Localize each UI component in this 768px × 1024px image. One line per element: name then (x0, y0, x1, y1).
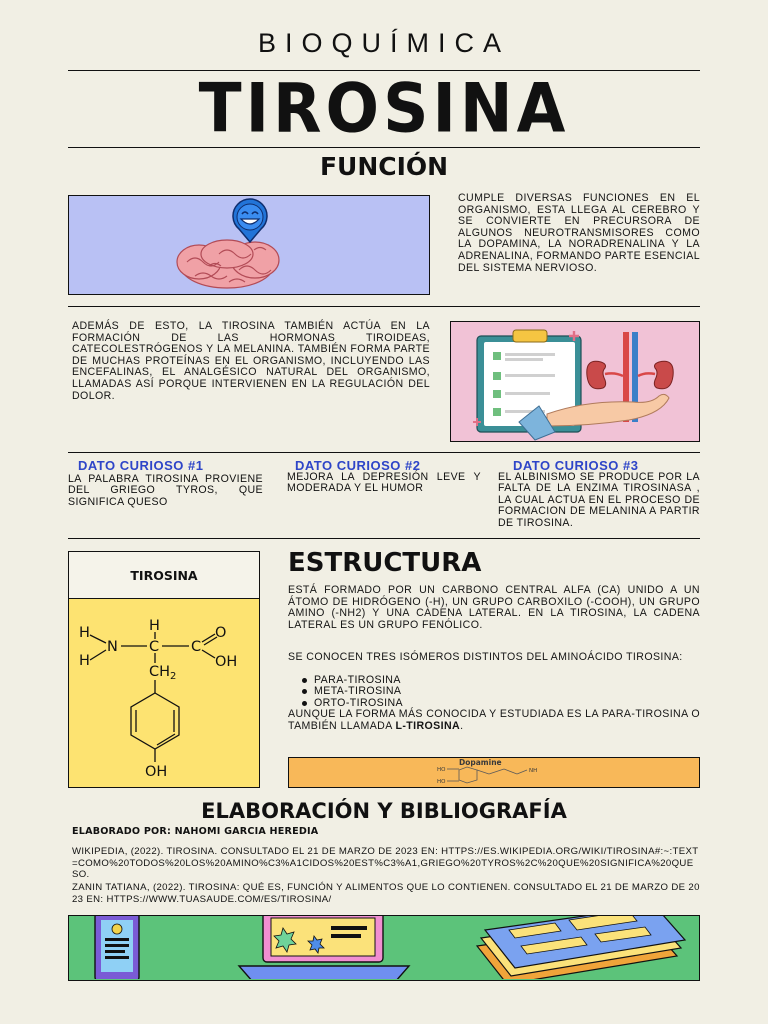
funcion-text-2: ADEMÁS DE ESTO, LA TIROSINA TAMBIÉN ACTÚA EN LA FORMACIÓN DE LAS HORMONAS TIROIDEAS, CATECOLESTRÓGENOS Y LA MELANINA. TAMBIÉN FORMA PARTE DE MUCHAS PROTEÍNAS EN EL ORGANISMO, INCLUYENDO LAS ENCEFALINAS, EL ANALGÉSICO NATURAL DEL ORGANISMO, LLAMADAS ASÍ PORQUE INTERVIENEN EN LA REGULACIÓN DEL DOLOR. (72, 320, 430, 402)
atom-o-double: O (215, 625, 227, 641)
divider-title (68, 147, 700, 148)
divider-funcion (68, 306, 700, 307)
dopamine-nh2: NH (529, 768, 538, 774)
estructura-text-2: SE CONOCEN TRES ISÓMEROS DISTINTOS DEL AMINOÁCIDO TIROSINA: (288, 651, 683, 663)
footer-illustration-box (68, 915, 700, 981)
brain-illustration-box (68, 195, 430, 295)
atom-oh-phenol: OH (145, 764, 168, 780)
reference-2: ZANIN TATIANA, (2022). TIROSINA: QUÉ ES, FUNCIÓN Y ALIMENTOS QUE LO CONTIENEN. CONSULTADO EL 21 DE MARZO DE 2023 EN: HTTPS://WWW.TUASAUDE.COM/ES/TIROSINA/ (72, 882, 700, 905)
estructura-text-3-pre: AUNQUE LA FORMA MÁS CONOCIDA Y ESTUDIADA ES LA PARA-TIROSINA O TAMBIÉN LLAMADA (288, 708, 700, 732)
isomer-item: PARA-TIROSINA (300, 675, 403, 686)
isomer-item: ORTO-TIROSINA (300, 698, 403, 709)
dato-2-text: MEJORA LA DEPRESIÓN LEVE Y MODERADA Y EL HUMOR (287, 471, 481, 495)
isomer-list (300, 675, 403, 709)
dopamine-label: Dopamine (459, 758, 502, 767)
atom-n: N (107, 639, 118, 655)
tyrosine-molecule-diagram (69, 599, 258, 787)
tablet-laptop-newspapers-icon (69, 916, 698, 979)
atom-h-left-top: H (79, 625, 90, 641)
dopamine-diagram-box (288, 757, 700, 788)
dato-1-title: DATO CURIOSO #1 (78, 458, 204, 473)
funcion-heading: FUNCIÓN (319, 152, 449, 181)
dato-1-text: LA PALABRA TIROSINA PROVIENE DEL GRIEGO TYROS, QUE SIGNIFICA QUESO (68, 473, 263, 508)
brain-with-smiley-pin-icon (69, 196, 431, 296)
estructura-text-3 (288, 709, 700, 732)
estructura-text-3-post: . (460, 719, 464, 732)
atom-h-left-bottom: H (79, 653, 90, 669)
atom-oh-acid: OH (215, 654, 238, 670)
subtitle: BIOQUÍMICA (257, 28, 510, 58)
estructura-text-1: ESTÁ FORMADO POR UN CARBONO CENTRAL ALFA (CA) UNIDO A UN ÁTOMO DE HIDRÓGENO (-H), UN GRUPO CARBOXILO (-COOH), UN GRUPO AMINO (-NH2) Y UNA CADENA LATERAL. EN LA TIROSINA, LA CADENA LATERAL ES UN GRUPO FENÓLICO. (288, 584, 700, 631)
divider-datos (68, 452, 700, 453)
atom-h-top: H (149, 618, 160, 634)
dopamine-ho-bottom: HO (437, 779, 446, 785)
reference-1: WIKIPEDIA, (2022). TIROSINA. CONSULTADO EL 21 DE MARZO DE 2023 EN: HTTPS://ES.WIKIPEDIA.ORG/WIKI/TIROSINA#:~:TEXT=COMO%20TODOS%20LOS%20AMINO%C3%A1CIDOS%20EST%C3%A1,GRIEGO%20TYROS%2C%20QUE%20SIGNIFICA%20QUESO. (72, 846, 699, 881)
dato-3-title: DATO CURIOSO #3 (513, 458, 639, 473)
tyrosine-structure-box (68, 551, 260, 788)
l-tirosina-bold: L-TIROSINA (395, 719, 461, 732)
bibliografia-heading: ELABORACIÓN Y BIBLIOGRAFÍA (201, 799, 567, 823)
report-illustration-box (450, 321, 700, 442)
dato-2-title: DATO CURIOSO #2 (295, 458, 421, 473)
divider-estructura (68, 538, 700, 539)
atom-c-alpha: C (149, 639, 160, 655)
page-title: TIROSINA (198, 69, 570, 148)
dopamine-molecule-diagram (289, 758, 698, 786)
medical-report-kidneys-icon (451, 322, 701, 443)
isomer-item: META-TIROSINA (300, 686, 403, 697)
funcion-text-1: CUMPLE DIVERSAS FUNCIONES EN EL ORGANISMO, ESTA LLEGA AL CEREBRO Y SE CONVIERTE EN PRECURSORA DE ALGUNOS NEUROTRANSMISORES COMO LA DOPAMINA, LA NORADRENALINA Y LA ADRENALINA, FORMANDO PARTE ESENCIAL DEL SISTEMA NERVIOSO. (458, 192, 701, 274)
atom-ch2: $CH_2$ (149, 664, 177, 682)
dato-3-text: EL ALBINISMO SE PRODUCE POR LA FALTA DE LA ENZIMA TIROSINASA , LA CUAL ACTUA EN EL PROCESO DE FORMACION DE MELANINA A PARTIR DE TIROSINA. (498, 471, 700, 529)
author-credit: ELABORADO POR: NAHOMI GARCIA HEREDIA (72, 826, 319, 837)
estructura-heading: ESTRUCTURA (288, 548, 482, 578)
atom-c-carbonyl: C (191, 639, 202, 655)
dopamine-ho-top: HO (437, 767, 446, 773)
structure-label: TIROSINA (69, 552, 259, 599)
